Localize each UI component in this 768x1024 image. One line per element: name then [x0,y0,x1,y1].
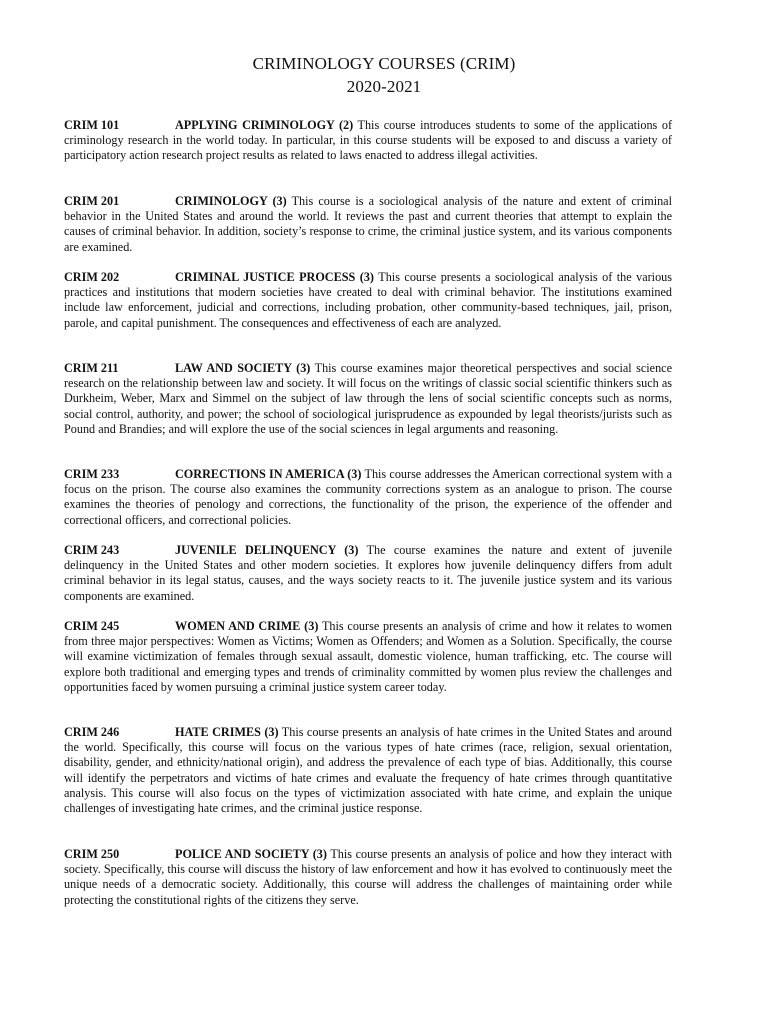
course-description: The course examines the nature and extent of juvenile delinquency in the United States and other modern societies. It explores how juvenile delinquency differs from adult criminal behavior in its legal status, causes, and the ways society reacts to it. The juvenile justice system and its various components are examined. [64,543,673,603]
course-description: This course presents an analysis of police and how they interact with society. Specifically, this course will discuss the history of law enforcement and how it has evolved to continuously meet the unique needs of a democratic society. Additionally, this course will address the challenges of maintaining order while protecting the constitutional rights of the citizens they serve. [64,847,673,907]
document-title: CRIMINOLOGY COURSES (CRIM) [252,54,516,73]
course-code: CRIM 211 [64,361,119,375]
course-description: This course introduces students to some of the applications of criminology research in the world today. In particular, in this course students will be exposed to and discuss a variety of participatory action research project results as related to laws enacted to address illegal activities. [64,118,673,163]
course-title: CORRECTIONS IN AMERICA (3) [175,467,362,481]
course-entry-crim-211 [64,361,672,437]
course-entry-crim-101 [64,118,672,164]
document-subtitle-year: 2020-2021 [346,77,422,96]
course-title: JUVENILE DELINQUENCY (3) [175,543,359,557]
course-code: CRIM 201 [64,194,120,208]
course-code: CRIM 233 [64,467,120,481]
course-entry-crim-243 [64,543,672,604]
course-title: CRIMINOLOGY (3) [175,194,287,208]
course-description: This course presents an analysis of hate crimes in the United States and around the world. Specifically, this course will focus on the various types of hate crimes (race, religion, sexual orientation, disability, gender, and ethnicity/national origin), and address the prevalence of each type of bias. Additionally, this course will identify the perpetrators and victims of hate crimes and evaluate the frequency of hate crimes through quantitative analysis. This course will also focus on the types of victimization associated with hate crime, and explain the unique challenges of investigating hate crimes, and the criminal justice response. [64,725,672,816]
course-entry-crim-246 [64,725,672,816]
course-title: APPLYING CRIMINOLOGY (2) [175,118,354,132]
course-code: CRIM 243 [64,543,120,557]
course-code: CRIM 245 [64,619,120,633]
course-entry-crim-233 [64,467,672,528]
course-title: HATE CRIMES (3) [175,725,279,739]
course-code: CRIM 202 [64,270,120,284]
course-title: WOMEN AND CRIME (3) [175,619,319,633]
course-description: This course examines major theoretical perspectives and social science research on the relationship between law and society. It will focus on the writings of classic social scientific thinkers such as Durkheim, Weber, Marx and Simmel on the subject of law through the lens of social scientific concepts such as norms, social control, authority, and power; the school of sociological jurisprudence as expounded by legal theorists/jurists such as Pound and Brandies; and will explore the use of the social sciences in legal arguments and reasoning. [64,361,672,436]
course-entry-crim-202 [64,270,672,331]
course-description: This course is a sociological analysis of the nature and extent of criminal behavior in the United States and around the world. It reviews the past and current theories that attempt to explain the causes of criminal behavior. In addition, society’s response to crime, the criminal justice system, and its various components are examined. [64,194,672,254]
course-description: This course presents a sociological analysis of the various practices and institutions that modern societies have created to deal with criminal behavior. The institutions examined include law enforcement, judicial and corrections, including probation, other community-based techniques, jail, prison, parole, and capital punishment. The consequences and effectiveness of each are analyzed. [64,270,672,330]
course-title: LAW AND SOCIETY (3) [175,361,311,375]
course-description: This course presents an analysis of crime and how it relates to women from three major perspectives: Women as Victims; Women as Offenders; and Women as a Solution. Specifically, the course will examine victimization of females through sexual assault, domestic violence, human trafficking, etc. The course will explore both traditional and emerging types and trends of criminality committed by women plus review the challenges and opportunities faced by women pursuing a criminal justice system career today. [64,619,673,694]
course-code: CRIM 250 [64,847,120,861]
course-title: CRIMINAL JUSTICE PROCESS (3) [175,270,374,284]
course-entry-crim-245 [64,619,672,695]
course-entry-crim-250 [64,847,672,908]
course-code: CRIM 246 [64,725,120,739]
course-description: This course addresses the American correctional system with a focus on the prison. The course also examines the community corrections system as an analogue to prison. The course examines the theories of penology and corrections, the functionality of the prison, the experience of the offender and correctional officers, and correctional policies. [64,467,672,527]
course-title: POLICE AND SOCIETY (3) [175,847,327,861]
course-code: CRIM 101 [64,118,120,132]
course-entry-crim-201 [64,194,672,255]
